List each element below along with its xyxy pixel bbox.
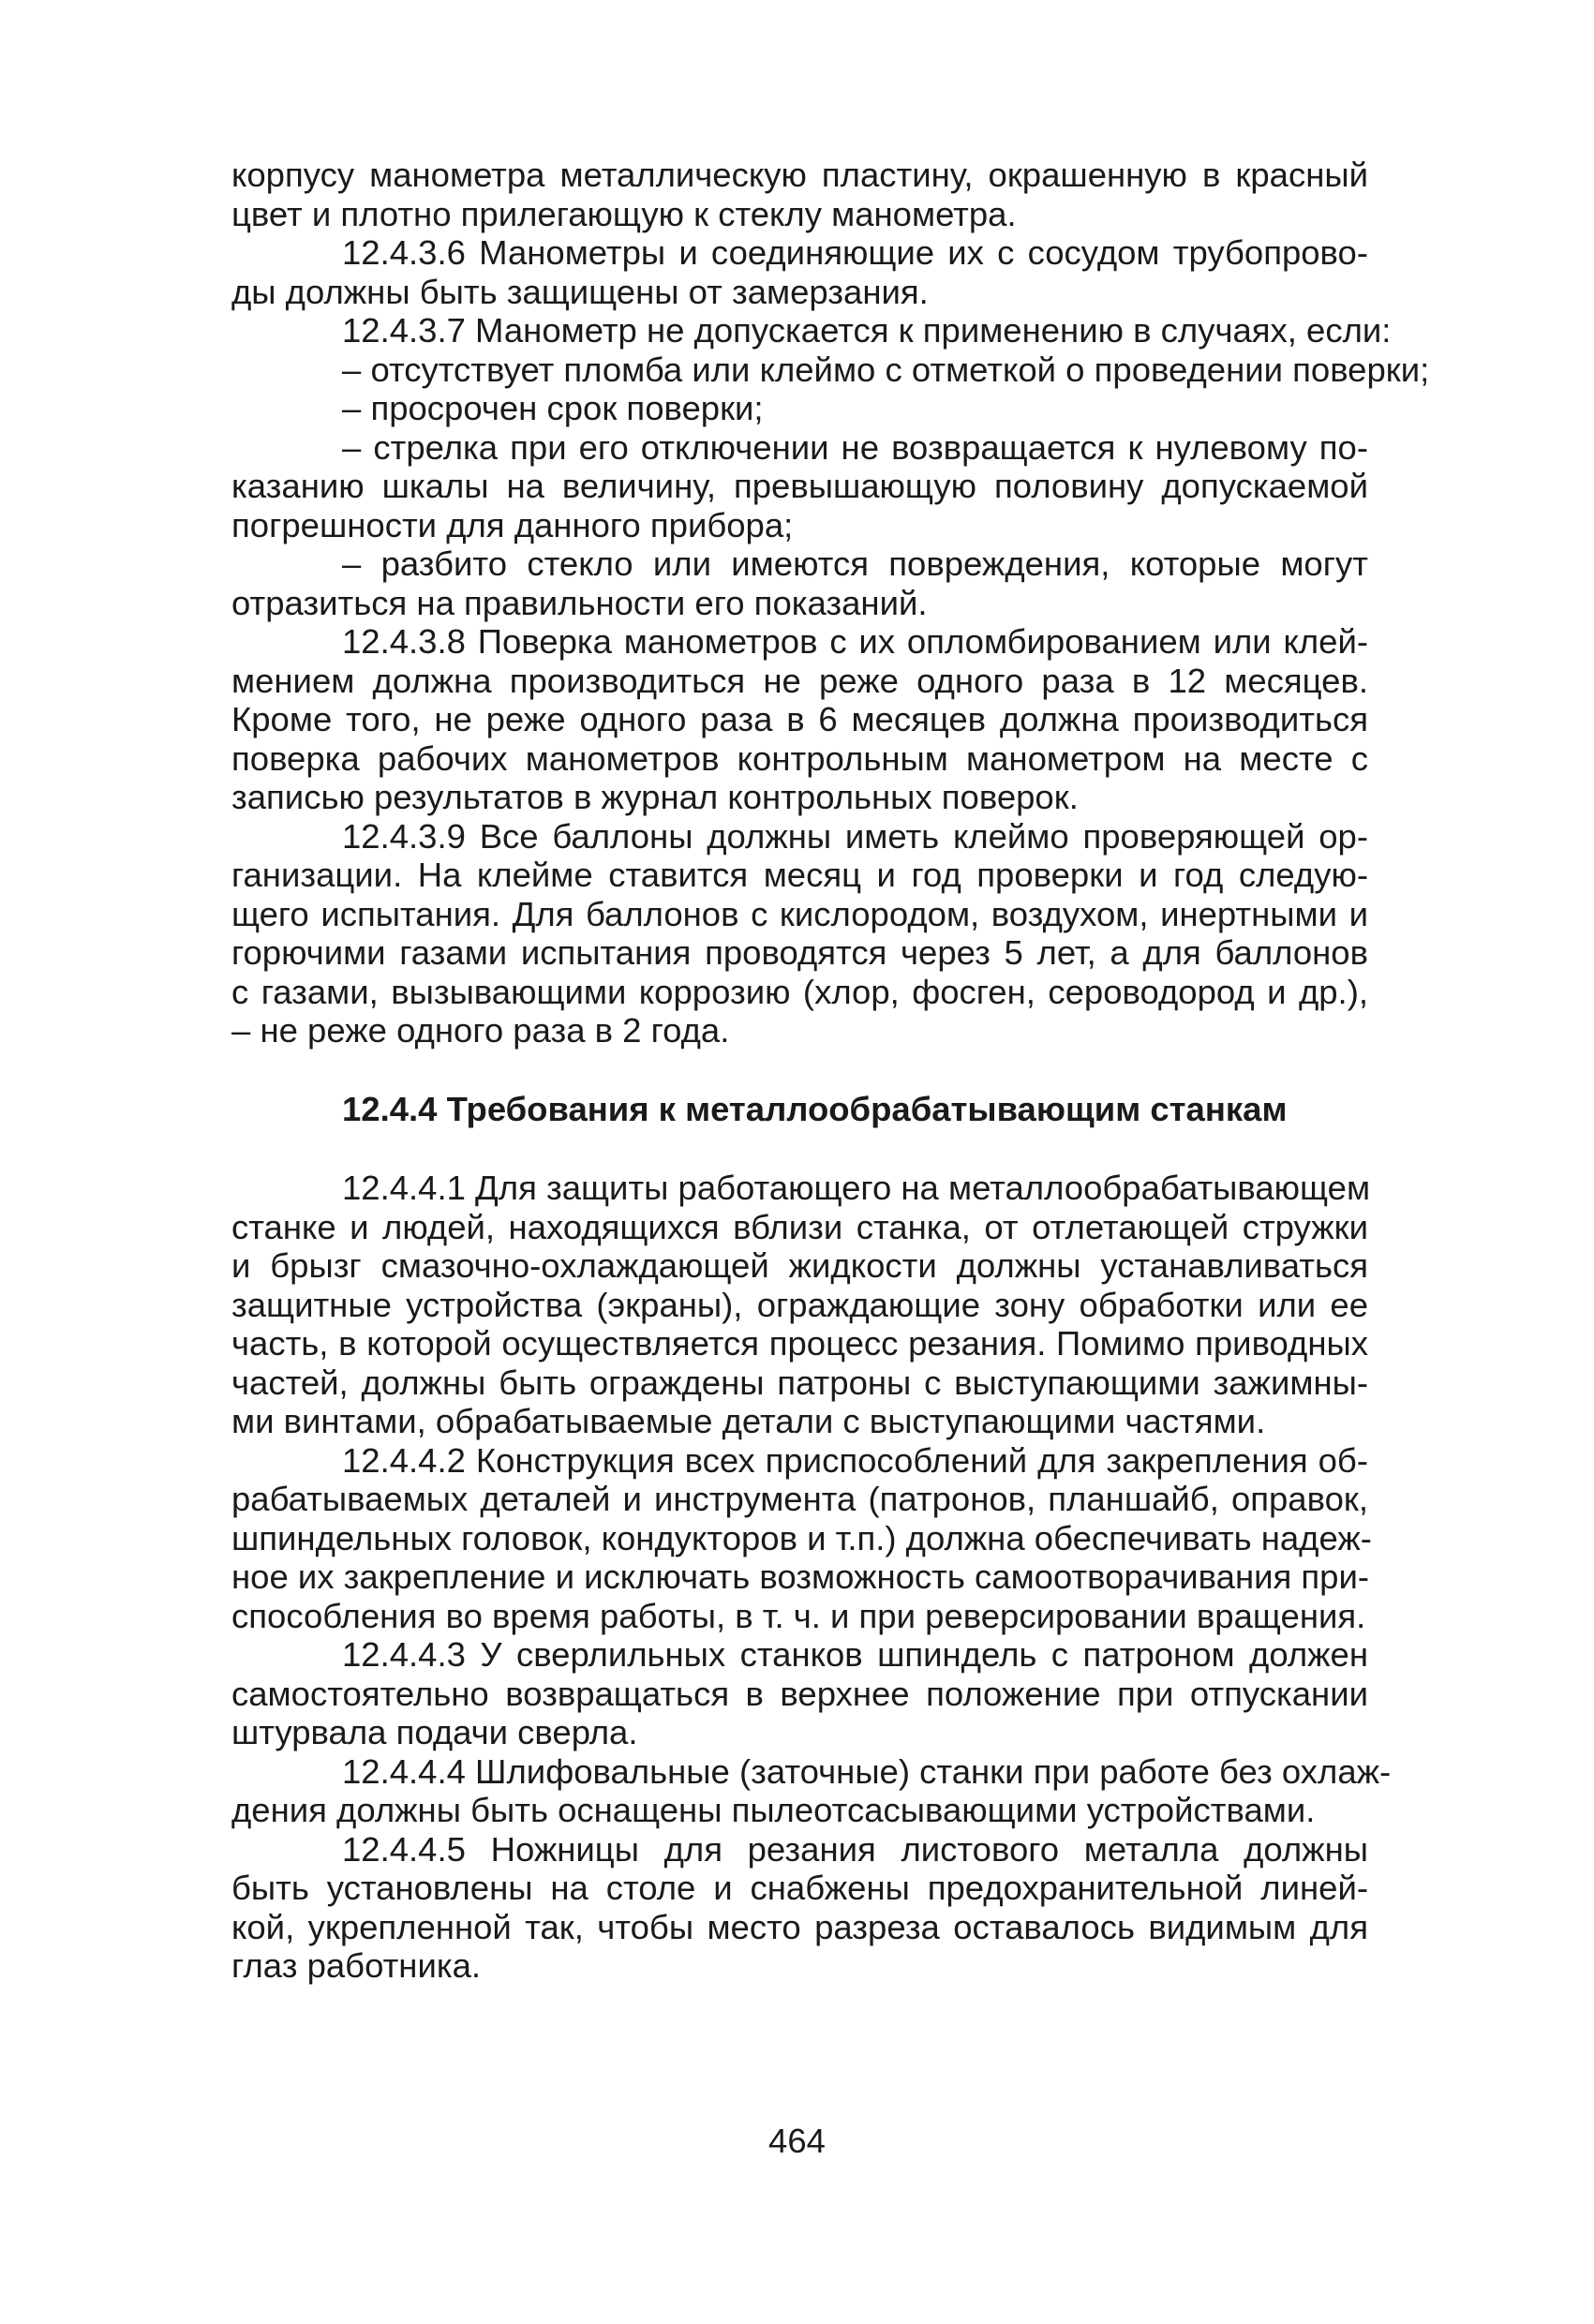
text-line: быть установлены на столе и снабжены предохранительной линей-	[231, 1869, 1368, 1907]
paragraphs-bottom	[231, 1169, 1392, 1986]
text-line: – не реже одного раза в 2 года.	[231, 1011, 730, 1050]
paragraph	[231, 622, 1368, 817]
text-line: шпиндельных головок, кондукторов и т.п.) должна обеспечивать надеж-	[231, 1518, 1372, 1557]
text-line: корпусу манометра металлическую пластину, окрашенную в красный	[231, 156, 1368, 194]
text-line: 12.4.3.9 Все баллоны должны иметь клеймо проверяющей ор-	[342, 816, 1368, 856]
text-line: записью результатов в журнал контрольных поверок.	[231, 778, 1079, 816]
paragraph	[231, 389, 1368, 428]
text-line: мением должна производиться не реже одного раза в 12 месяцев.	[231, 661, 1368, 700]
paragraph	[231, 311, 1392, 350]
section-heading: 12.4.4 Требования к металлообрабатывающим станкам	[342, 1089, 1288, 1128]
text-line: Кроме того, не реже одного раза в 6 месяцев должна производиться	[231, 700, 1368, 738]
text-line: горючими газами испытания проводятся через 5 лет, а для баллонов	[231, 933, 1368, 972]
text-line: 12.4.3.8 Поверка манометров с их опломбированием или клей-	[342, 622, 1368, 661]
text-line: 12.4.4.2 Конструкция всех приспособлений для закрепления об-	[342, 1440, 1368, 1480]
text-line: ды должны быть защищены от замерзания.	[231, 272, 929, 311]
text-line: щего испытания. Для баллонов с кислородом, воздухом, инертными и	[231, 894, 1368, 933]
paragraph	[231, 428, 1368, 545]
text-line: ми винтами, обрабатываемые детали с выступающими частями.	[231, 1402, 1266, 1440]
paragraph	[231, 544, 1368, 622]
text-line: 12.4.4.1 Для защиты работающего на металлообрабатывающем	[342, 1169, 1371, 1207]
text-line: станке и людей, находящихся вблизи станка, от отлетающей стружки	[231, 1207, 1368, 1246]
text-line: ное их закрепление и исключать возможность самоотворачивания при-	[231, 1557, 1369, 1596]
paragraph	[231, 1440, 1372, 1636]
text-line: – стрелка при его отключении не возвращается к нулевому по-	[342, 427, 1368, 467]
paragraph	[231, 817, 1368, 1050]
text-line: – отсутствует пломба или клеймо с отметкой о проведении поверки;	[342, 350, 1430, 389]
paragraphs-top	[231, 156, 1430, 1050]
paragraph	[231, 1751, 1392, 1830]
text-line: 12.4.4.3 У сверлильных станков шпиндель с патроном должен	[342, 1635, 1368, 1674]
paragraph	[231, 1635, 1368, 1752]
paragraph	[231, 233, 1368, 311]
text-line: – просрочен срок поверки;	[342, 389, 764, 427]
text-line: 12.4.3.6 Манометры и соединяющие их с сосудом трубопрово-	[342, 233, 1368, 272]
text-line: погрешности для данного прибора;	[231, 505, 794, 544]
text-line: часть, в которой осуществляется процесс резания. Помимо приводных	[231, 1324, 1368, 1363]
paragraph	[231, 156, 1368, 233]
text-line: самостоятельно возвращаться в верхнее положение при отпускании	[231, 1674, 1368, 1713]
page-body	[231, 156, 1430, 1986]
paragraph	[231, 1830, 1368, 1986]
text-line: способления во время работы, в т. ч. и при реверсировании вращения.	[231, 1596, 1366, 1635]
text-line: казанию шкалы на величину, превышающую половину допускаемой	[231, 467, 1368, 505]
text-line: с газами, вызывающими коррозию (хлор, фосген, сероводород и др.),	[231, 972, 1368, 1011]
text-line: глаз работника.	[231, 1946, 482, 1985]
paragraph	[231, 1169, 1371, 1441]
text-line: кой, укрепленной так, чтобы место разреза оставалось видимым для	[231, 1907, 1368, 1946]
paragraph	[231, 350, 1430, 390]
text-line: и брызг смазочно-охлаждающей жидкости должны устанавливаться	[231, 1246, 1368, 1285]
text-line: ганизации. На клейме ставится месяц и год проверки и год следую-	[231, 856, 1368, 894]
text-line: 12.4.4.5 Ножницы для резания листового металла должны	[342, 1829, 1368, 1869]
text-line: рабатываемых деталей и инструмента (патронов, планшайб, оправок,	[231, 1480, 1368, 1518]
text-line: дения должны быть оснащены пылеотсасывающими устройствами.	[231, 1791, 1316, 1829]
text-line: частей, должны быть ограждены патроны с выступающими зажимны-	[231, 1363, 1368, 1402]
text-line: цвет и плотно прилегающую к стеклу манометра.	[231, 194, 1017, 233]
text-line: штурвала подачи сверла.	[231, 1713, 638, 1751]
text-line: поверка рабочих манометров контрольным манометром на месте с	[231, 738, 1368, 778]
text-line: 12.4.3.7 Манометр не допускается к применению в случаях, если:	[342, 311, 1392, 350]
text-line: отразиться на правильности его показаний.	[231, 583, 928, 622]
text-line: 12.4.4.4 Шлифовальные (заточные) станки при работе без охлаж-	[342, 1751, 1392, 1791]
text-line: защитные устройства (экраны), ограждающие зону обработки или ее	[231, 1285, 1368, 1324]
text-line: – разбито стекло или имеются повреждения, которые могут	[342, 544, 1368, 583]
page-number: 464	[768, 2122, 826, 2160]
